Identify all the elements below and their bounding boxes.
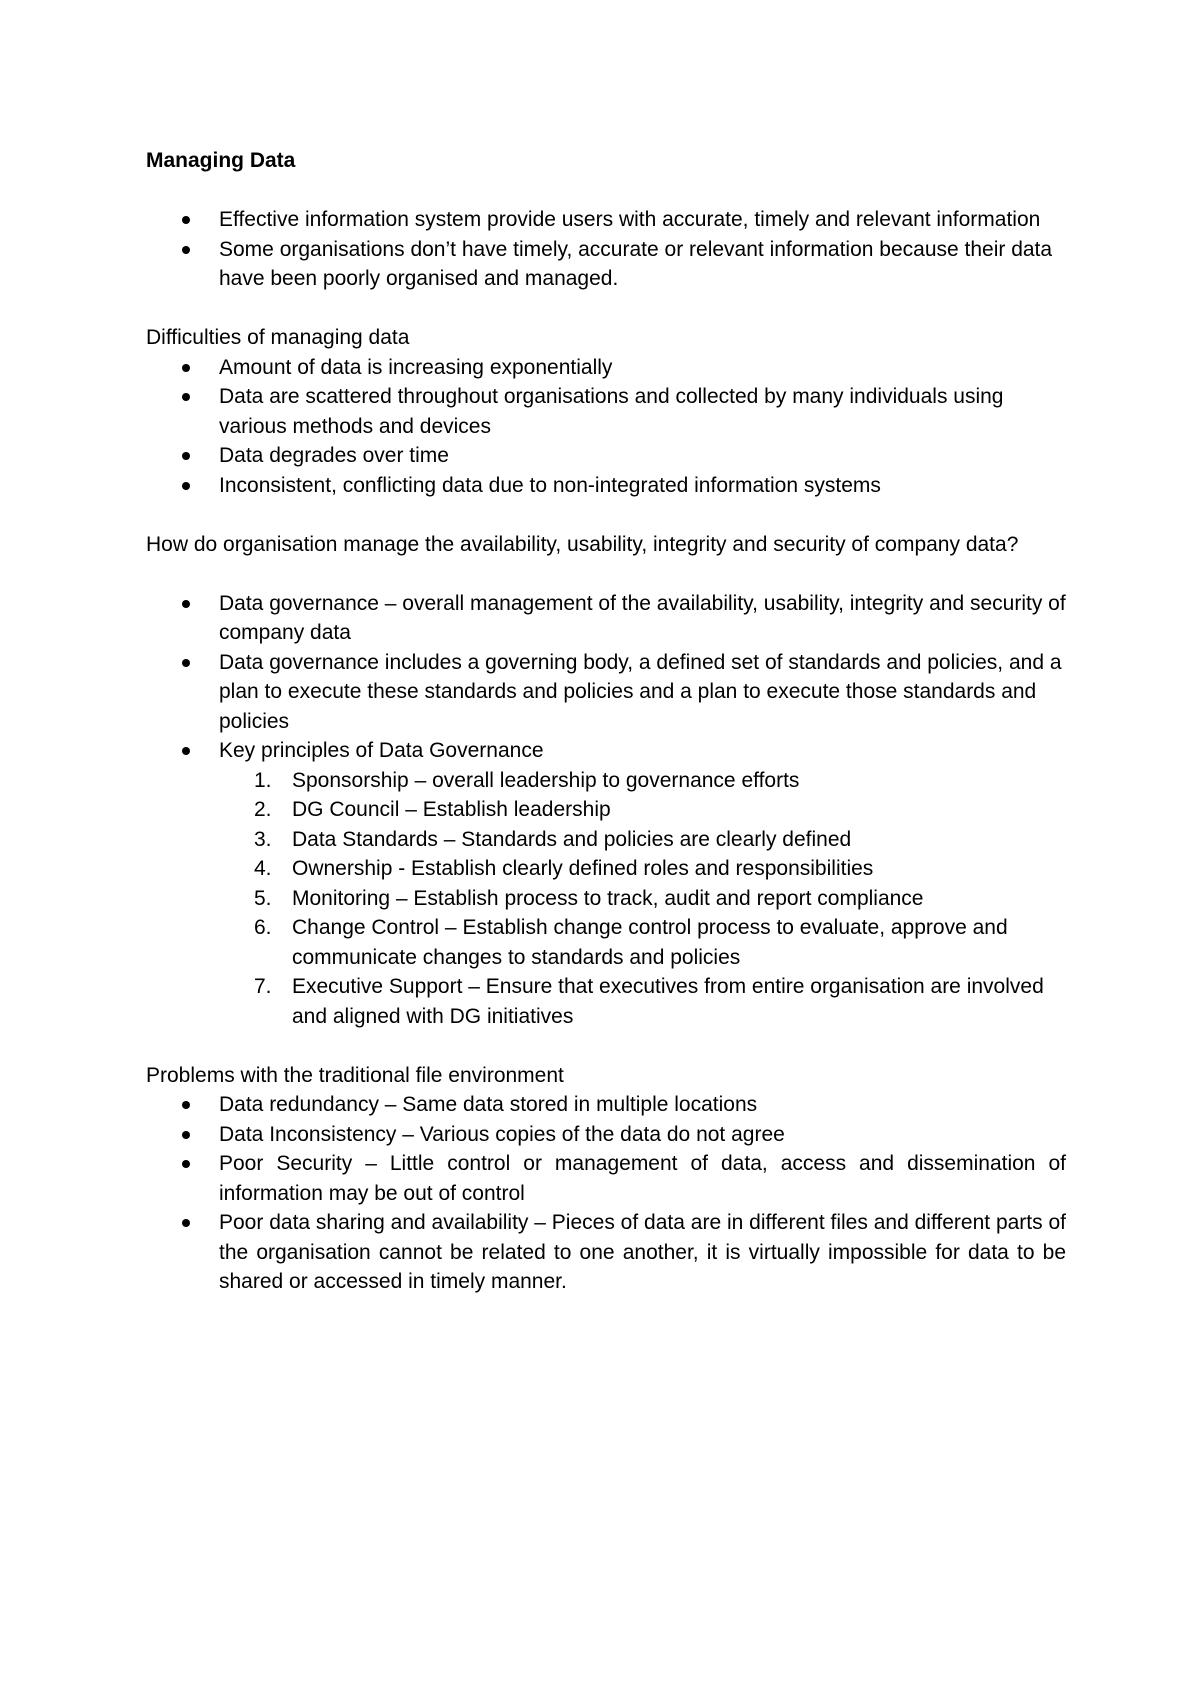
section-heading-managing-data: Managing Data (146, 149, 296, 172)
governance-principles-list (146, 766, 1066, 1032)
item-number: 4. (254, 857, 272, 880)
bullet-icon (182, 747, 190, 755)
bullet-icon (182, 452, 190, 460)
list-item: Effective information system provide users with accurate, timely and relevant information (146, 205, 1066, 235)
bullet-icon (182, 600, 190, 608)
list-item: Data degrades over time (146, 441, 1066, 471)
item-number: 1. (254, 768, 272, 792)
bullet-icon (182, 659, 190, 667)
list-item: Data governance – overall management of the availability, usability, integrity and security of company data (146, 589, 1066, 648)
numbered-item: 6. Change Control – Establish change control process to evaluate, approve and communicate changes to standards and policies (146, 913, 1066, 972)
item-number: 3. (254, 827, 272, 851)
list-item: Inconsistent, conflicting data due to non-integrated information systems (146, 471, 1066, 501)
bullet-icon (182, 1219, 190, 1227)
bullet-icon (182, 1131, 190, 1139)
numbered-item: 1. Sponsorship – overall leadership to governance efforts (146, 766, 1066, 796)
list-item: Amount of data is increasing exponentially (146, 353, 1066, 383)
bullet-icon (182, 246, 190, 254)
numbered-item: 4. Ownership - Establish clearly defined roles and responsibilities (146, 854, 1066, 884)
managing-data-list (146, 205, 1066, 294)
list-item: Data Inconsistency – Various copies of the data do not agree (146, 1120, 1066, 1150)
numbered-item: 7. Executive Support – Ensure that executives from entire organisation are involved and aligned with DG initiatives (146, 972, 1066, 1031)
bullet-icon (182, 1101, 190, 1109)
governance-question: How do organisation manage the availability, usability, integrity and security of company data? (146, 532, 1019, 556)
item-number: 2. (254, 798, 272, 821)
numbered-item: 5. Monitoring – Establish process to track, audit and report compliance (146, 884, 1066, 914)
difficulties-list (146, 353, 1066, 501)
list-item: Data redundancy – Same data stored in multiple locations (146, 1090, 1066, 1120)
numbered-item: 3. Data Standards – Standards and policies are clearly defined (146, 825, 1066, 855)
item-number: 5. (254, 886, 272, 910)
numbered-item: 2. DG Council – Establish leadership (146, 795, 1066, 825)
item-number: 7. (254, 975, 272, 998)
bullet-icon (182, 482, 190, 490)
section-heading-problems: Problems with the traditional file environment (146, 1063, 564, 1087)
list-item: Data are scattered throughout organisations and collected by many individuals using various methods and devices (146, 382, 1066, 441)
section-heading-difficulties: Difficulties of managing data (146, 326, 410, 349)
bullet-icon (182, 393, 190, 401)
item-number: 6. (254, 916, 272, 939)
list-item: Some organisations don’t have timely, accurate or relevant information because their data have been poorly organised and managed. (146, 235, 1066, 294)
bullet-icon (182, 364, 190, 372)
list-item: Poor Security – Little control or management of data, access and dissemination of information may be out of control (146, 1149, 1066, 1208)
bullet-icon (182, 1160, 190, 1168)
problems-list (146, 1090, 1066, 1297)
list-item: Data governance includes a governing body, a defined set of standards and policies, and a plan to execute these standards and policies and a plan to execute those standards and policies (146, 648, 1066, 737)
document-body (146, 146, 1066, 1297)
governance-list (146, 589, 1066, 766)
bullet-icon (182, 216, 190, 224)
list-item: Poor data sharing and availability – Pieces of data are in different files and different parts of the organisation cannot be related to one another, it is virtually impossible for data to be shared or accessed in timely manner. (146, 1208, 1066, 1297)
list-item: Key principles of Data Governance (146, 736, 1066, 766)
